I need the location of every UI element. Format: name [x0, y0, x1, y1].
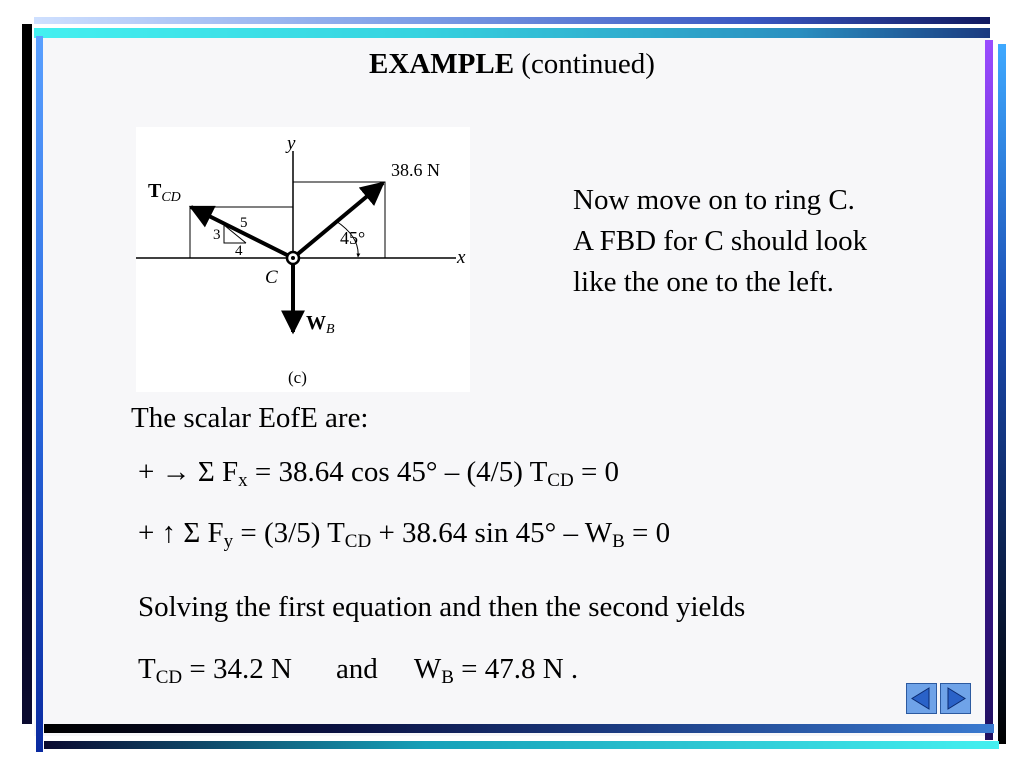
angle-label: 45°: [340, 228, 366, 248]
slide-title: [0, 48, 1024, 81]
result-line: $T_{CD} = 34.2$ N and $W_B = 47.8$ N .: [138, 653, 579, 688]
previous-slide-button[interactable]: [906, 683, 937, 714]
bottom-frame-bar-dark: [44, 724, 994, 733]
ratio-3-label: 3: [213, 227, 221, 243]
triangle-left-icon: [907, 684, 936, 713]
point-c-label: C: [265, 267, 278, 288]
intro-line-1: Now move on to ring C.: [573, 184, 855, 216]
y-axis-label: y: [287, 133, 296, 154]
equation-sum-fy: + ↑ Σ $F_y = (3/5) T_{CD} + 38.64$ $\sin 45^\circ - W_B = 0$: [138, 517, 671, 552]
intro-line-2: A FBD for C should look: [573, 225, 868, 257]
right-frame-bar-dark: [998, 44, 1006, 744]
left-frame-bar-black: [22, 24, 32, 724]
tension-label: $T_{CD}$: [148, 180, 181, 205]
triangle-right-icon: [941, 684, 970, 713]
next-slide-button[interactable]: [940, 683, 971, 714]
x-axis-label: x: [457, 247, 466, 268]
figure-caption: (c): [288, 368, 307, 387]
ratio-4-label: 4: [235, 243, 243, 259]
eofe-heading: The scalar EofE are:: [131, 402, 369, 434]
free-body-diagram: [136, 127, 470, 392]
weight-label: $W_B$: [306, 312, 335, 337]
intro-paragraph: [573, 180, 867, 303]
title-bold: EXAMPLE: [369, 48, 515, 80]
top-frame-bar-cyan: [34, 28, 990, 38]
equation-sum-fx: + → Σ $F_x = 38.64$ cos 45° – (4/5) $T_{CD} = 0$: [138, 456, 620, 491]
force-arrow: [293, 183, 383, 258]
top-frame-bar-blue: [34, 17, 990, 24]
title-rest: (continued): [514, 48, 655, 80]
ratio-5-label: 5: [240, 215, 248, 231]
left-frame-bar-blue: [36, 36, 43, 752]
intro-line-3: like the one to the left.: [573, 266, 834, 298]
force-label: 38.6 N: [391, 160, 440, 180]
bottom-frame-bar-cyan: [44, 741, 999, 749]
fbd-svg: [136, 127, 470, 392]
right-frame-bar-purple: [985, 40, 993, 740]
solving-statement: Solving the first equation and then the second yields: [138, 591, 746, 623]
